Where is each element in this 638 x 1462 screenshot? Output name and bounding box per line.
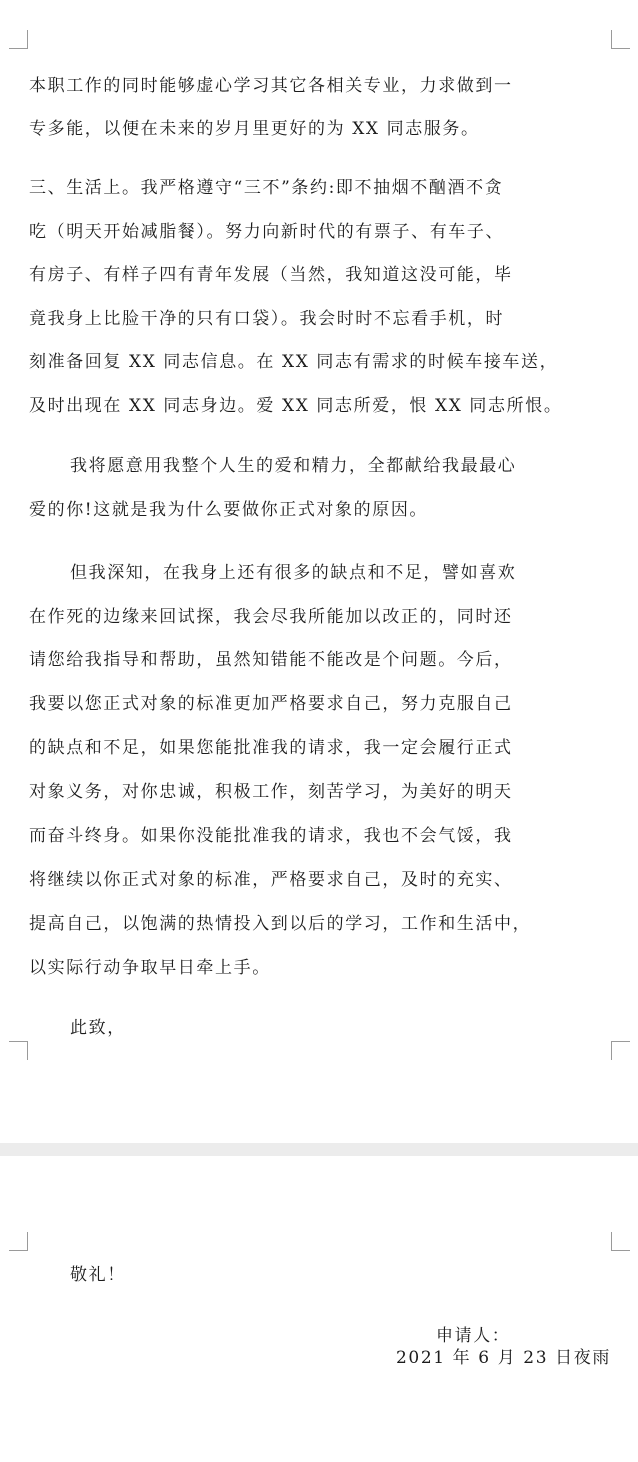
page-corner-mark [9, 1041, 28, 1060]
page-corner-mark [9, 1232, 28, 1251]
paragraph-line: 提高自己，以饱满的热情投入到以后的学习，工作和生活中， [29, 914, 532, 934]
salutation: 敬礼！ [70, 1265, 126, 1285]
paragraph-line: 本职工作的同时能够虚心学习其它各相关专业，力求做到一 [29, 76, 513, 96]
paragraph-line: 我要以您正式对象的标准更加严格要求自己，努力克服自己 [29, 694, 513, 714]
page-corner-mark [611, 1232, 630, 1251]
page-corner-mark [9, 30, 28, 49]
paragraph-line: 我将愿意用我整个人生的爱和精力，全都献给我最最心 [70, 456, 517, 476]
paragraph-line: 的缺点和不足，如果您能批准我的请求，我一定会履行正式 [29, 738, 513, 758]
paragraph-line: 以实际行动争取早日牵上手。 [29, 958, 271, 978]
paragraph-line: 刻准备回复 XX 同志信息。在 XX 同志有需求的时候车接车送， [29, 352, 559, 372]
paragraph-line: 爱的你!这就是我为什么要做你正式对象的原因。 [29, 500, 429, 520]
paragraph-line: 但我深知，在我身上还有很多的缺点和不足，譬如喜欢 [70, 563, 517, 583]
paragraph-line: 将继续以你正式对象的标准，严格要求自己，及时的充实、 [29, 870, 513, 890]
paragraph-line: 吃（明天开始减脂餐）。努力向新时代的有票子、有车子、 [29, 222, 505, 242]
applicant-label: 申请人： [436, 1326, 511, 1346]
paragraph-line: 而奋斗终身。如果你没能批准我的请求，我也不会气馁，我 [29, 826, 513, 846]
paragraph-line: 在作死的边缘来回试探，我会尽我所能加以改正的，同时还 [29, 607, 513, 627]
page-corner-mark [611, 30, 630, 49]
date-line: 2021 年 6 月 23 日夜雨 [396, 1348, 611, 1368]
page-separator [0, 1143, 638, 1156]
paragraph-line: 有房子、有样子四有青年发展（当然，我知道这没可能，毕 [29, 265, 513, 285]
page-corner-mark [611, 1041, 630, 1060]
paragraph-line: 专多能，以便在未来的岁月里更好的为 XX 同志服务。 [29, 119, 480, 139]
closing-phrase: 此致， [70, 1018, 126, 1038]
paragraph-line: 对象义务，对你忠诚，积极工作，刻苦学习，为美好的明天 [29, 782, 513, 802]
paragraph-line: 请您给我指导和帮助，虽然知错能不能改是个问题。今后， [29, 650, 513, 670]
paragraph-line: 竟我身上比脸干净的只有口袋）。我会时时不忘看手机，时 [29, 309, 505, 329]
paragraph-line: 及时出现在 XX 同志身边。爱 XX 同志所爱，恨 XX 同志所恨。 [29, 396, 563, 416]
paragraph-line: 三、生活上。我严格遵守“三不”条约:即不抽烟不酗酒不贪 [29, 178, 504, 198]
document-page-2 [0, 1156, 638, 1462]
